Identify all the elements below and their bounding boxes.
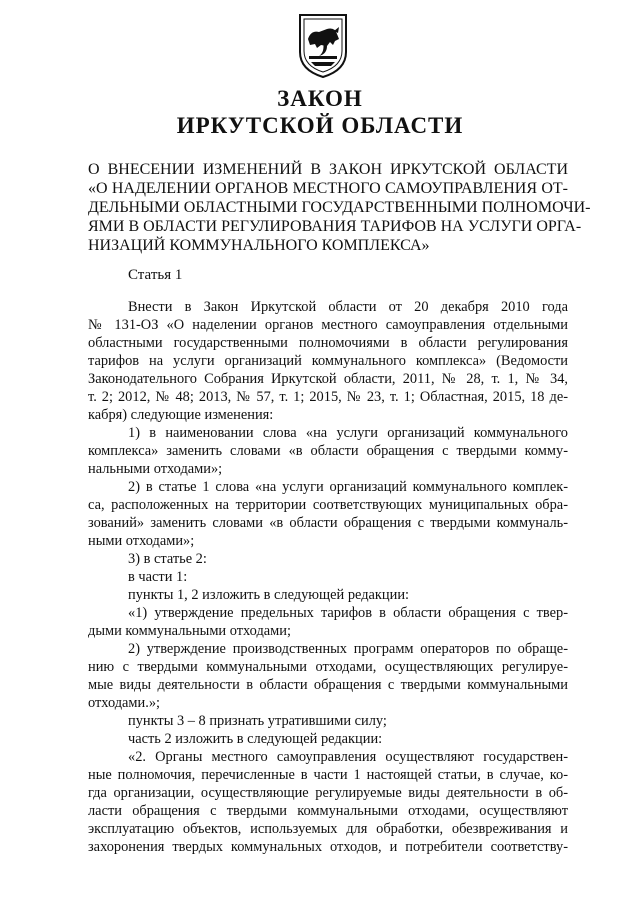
body-line: ными отходами»; [88,533,195,549]
body-line: кабря) следующие изменения: [88,407,274,423]
article-label: Статья 1 [128,267,183,283]
coat-of-arms-icon [297,12,349,80]
body-line: отходами.»; [88,695,161,711]
body-line: захоронения твердых коммунальных отходов, и потребители соответству- [88,839,568,855]
body-line: Внести в Закон Иркутской области от 20 декабря 2010 года [128,299,568,315]
document-body [88,298,568,856]
body-line: № 131-ОЗ «О наделении органов местного самоуправления отдельными [88,317,568,333]
body-line: ные полномочия, перечисленные в части 1 настоящей статьи, в случае, ко- [88,767,568,783]
heading-line: «О НАДЕЛЕНИИ ОРГАНОВ МЕСТНОГО САМОУПРАВЛЕНИЯ ОТ- [88,180,568,197]
body-line: тарифов на услуги организаций коммунального комплекса» (Ведомости [88,353,568,369]
body-line: ласти обращения с твердыми коммунальными отходами, осуществляют [88,803,568,819]
body-line: часть 2 изложить в следующей редакции: [128,731,383,747]
heading-line: ЯМИ В ОБЛАСТИ РЕГУЛИРОВАНИЯ ТАРИФОВ НА УСЛУГИ ОРГА- [88,218,582,235]
body-line: зований» заменить словами «в области обращения с твердыми коммуналь- [88,515,568,531]
body-line: «1) утверждение предельных тарифов в области обращения с твер- [128,605,568,621]
document-type-title: ЗАКОН [277,86,363,111]
body-line: дыми коммунальными отходами; [88,623,291,639]
body-line: нальными отходами»; [88,461,223,477]
body-line: 2) утверждение производственных программ операторов по обраще- [128,641,568,657]
issuer-title: ИРКУТСКОЙ ОБЛАСТИ [176,113,464,138]
body-line: т. 2; 2012, № 48; 2013, № 57, т. 1; 2015, № 23, т. 1; Областная, 2015, 18 де- [88,389,568,405]
body-line: са, расположенных на территории соответствующих муниципальных обра- [88,497,568,513]
body-line: «2. Органы местного самоуправления осуществляют государствен- [128,749,568,765]
heading-line: НИЗАЦИЙ КОММУНАЛЬНОГО КОМПЛЕКСА» [88,237,430,254]
heading-line: ДЕЛЬНЫМИ ОБЛАСТНЫМИ ГОСУДАРСТВЕННЫМИ ПОЛНОМОЧИ- [88,199,591,216]
body-line: комплекса» заменить словами «в области обращения с твердыми комму- [88,443,568,459]
body-line: 1) в наименовании слова «на услуги организаций коммунального [128,425,568,441]
body-line: областными государственными полномочиями в области регулирования [88,335,568,351]
body-line: мые виды деятельности в области обращения с твердыми коммунальными [88,677,568,693]
body-line: пункты 3 – 8 признать утратившими силу; [128,713,387,729]
heading-line: О ВНЕСЕНИИ ИЗМЕНЕНИЙ В ЗАКОН ИРКУТСКОЙ ОБЛАСТИ [88,161,568,178]
body-line: нию с твердыми коммунальными отходами, осуществляющих регулируе- [88,659,568,675]
body-line: эксплуатацию объектов, используемых для обработки, обезвреживания и [88,821,568,837]
body-line: пункты 1, 2 изложить в следующей редакции: [128,587,410,603]
body-line: 2) в статье 1 слова «на услуги организаций коммунального комплек- [128,479,568,495]
law-heading [88,160,591,255]
body-line: в части 1: [128,569,188,585]
body-line: Законодательного Собрания Иркутской области, 2011, № 28, т. 1, № 34, [88,371,568,387]
body-line: 3) в статье 2: [128,551,207,567]
body-line: гда организации, осуществляющие регулируемые виды деятельности в об- [88,785,568,801]
